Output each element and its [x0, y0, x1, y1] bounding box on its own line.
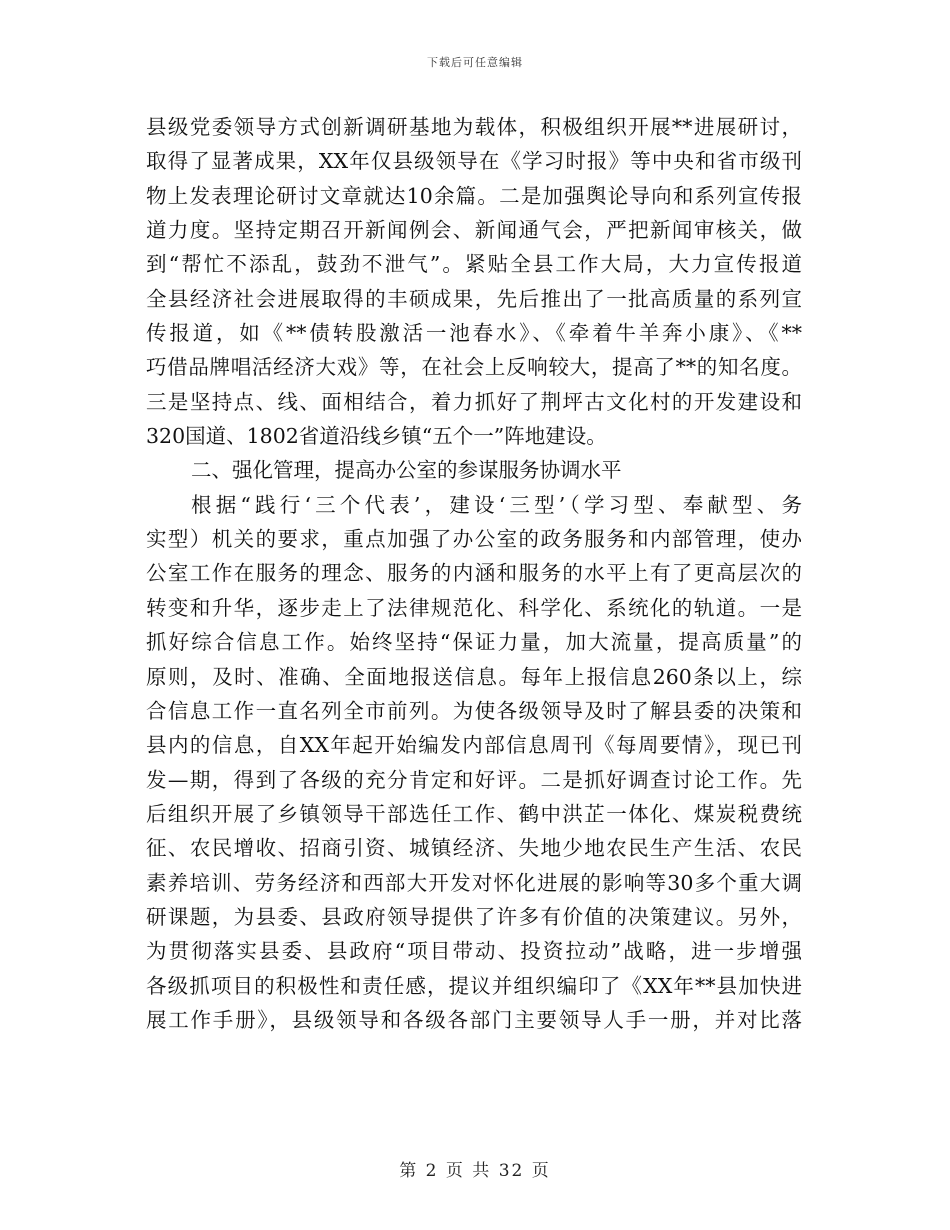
paragraph-line: 各级抓项目的积极性和责任感，提议并组织编印了《XX年**县加快进 [146, 973, 802, 998]
paragraph-line: 全县经济社会进展取得的丰硕成果，先后推出了一批高质量的系列宣 [146, 286, 802, 311]
paragraph-line: 三是坚持点、线、面相结合，着力抓好了荆坪古文化村的开发建设和 [146, 389, 802, 414]
paragraph-line: 素养培训、劳务经济和西部大开发对怀化进展的影响等30多个重大调 [146, 870, 802, 895]
page-header: 下载后可任意编辑 [427, 56, 523, 69]
paragraph-line: 抓好综合信息工作。始终坚持“保证力量，加大流量，提高质量”的 [146, 630, 802, 655]
paragraph-line: 县内的信息，自XX年起开始编发内部信息周刊《每周要情》，现已刊 [146, 733, 802, 758]
paragraph-line: 转变和升华，逐步走上了法律规范化、科学化、系统化的轨道。一是 [146, 595, 802, 620]
paragraph-line: 到“帮忙不添乱，鼓劲不泄气”。紧贴全县工作大局，大力宣传报道 [146, 252, 802, 277]
paragraph-line: 合信息工作一直名列全市前列。为使各级领导及时了解县委的决策和 [146, 698, 802, 723]
section-heading: 二、强化管理，提高办公室的参谋服务协调水平 [191, 458, 622, 483]
paragraph-line: 道力度。坚持定期召开新闻例会、新闻通气会，严把新闻审核关，做 [146, 218, 802, 243]
paragraph-line: 传报道，如《**债转股激活一池春水》、《牵着牛羊奔小康》、《** [146, 321, 802, 346]
paragraph-line: 后组织开展了乡镇领导干部选任工作、鹤中洪芷一体化、煤炭税费统 [146, 801, 802, 826]
paragraph-line: 为贯彻落实县委、县政府“项目带动、投资拉动”战略，进一步增强 [146, 939, 802, 964]
paragraph-line: 发—期，得到了各级的充分肯定和好评。二是抓好调查讨论工作。先 [146, 767, 802, 792]
page-number-footer: 第 2 页 共 32 页 [399, 1161, 551, 1181]
paragraph-line: 县级党委领导方式创新调研基地为载体，积极组织开展**进展研讨， [146, 115, 802, 139]
paragraph-line: 取得了显著成果，XX年仅县级领导在《学习时报》等中央和省市级刊 [146, 149, 802, 174]
paragraph-line: 公室工作在服务的理念、服务的内涵和服务的水平上有了更高层次的 [146, 561, 802, 586]
paragraph-line: 巧借品牌唱活经济大戏》等，在社会上反响较大，提高了**的知名度。 [146, 355, 802, 380]
paragraph-line: 实型）机关的要求，重点加强了办公室的政务服务和内部管理，使办 [146, 527, 802, 552]
paragraph-line: 320国道、1802省道沿线乡镇“五个一”阵地建设。 [146, 424, 607, 449]
paragraph-line: 研课题，为县委、县政府领导提供了许多有价值的决策建议。另外， [146, 904, 802, 929]
paragraph-line: 展工作手册》，县级领导和各级各部门主要领导人手一册，并对比落 [146, 1007, 802, 1032]
paragraph-line: 物上发表理论研讨文章就达10余篇。二是加强舆论导向和系列宣传报 [146, 183, 802, 208]
paragraph-line: 根据“践行‘三个代表’，建设‘三型’（学习型、奉献型、务 [191, 492, 802, 517]
paragraph-line: 原则，及时、准确、全面地报送信息。每年上报信息260条以上，综 [146, 664, 802, 689]
document-body [146, 110, 802, 1037]
paragraph-line: 征、农民增收、招商引资、城镇经济、失地少地农民生产生活、农民 [146, 836, 802, 861]
